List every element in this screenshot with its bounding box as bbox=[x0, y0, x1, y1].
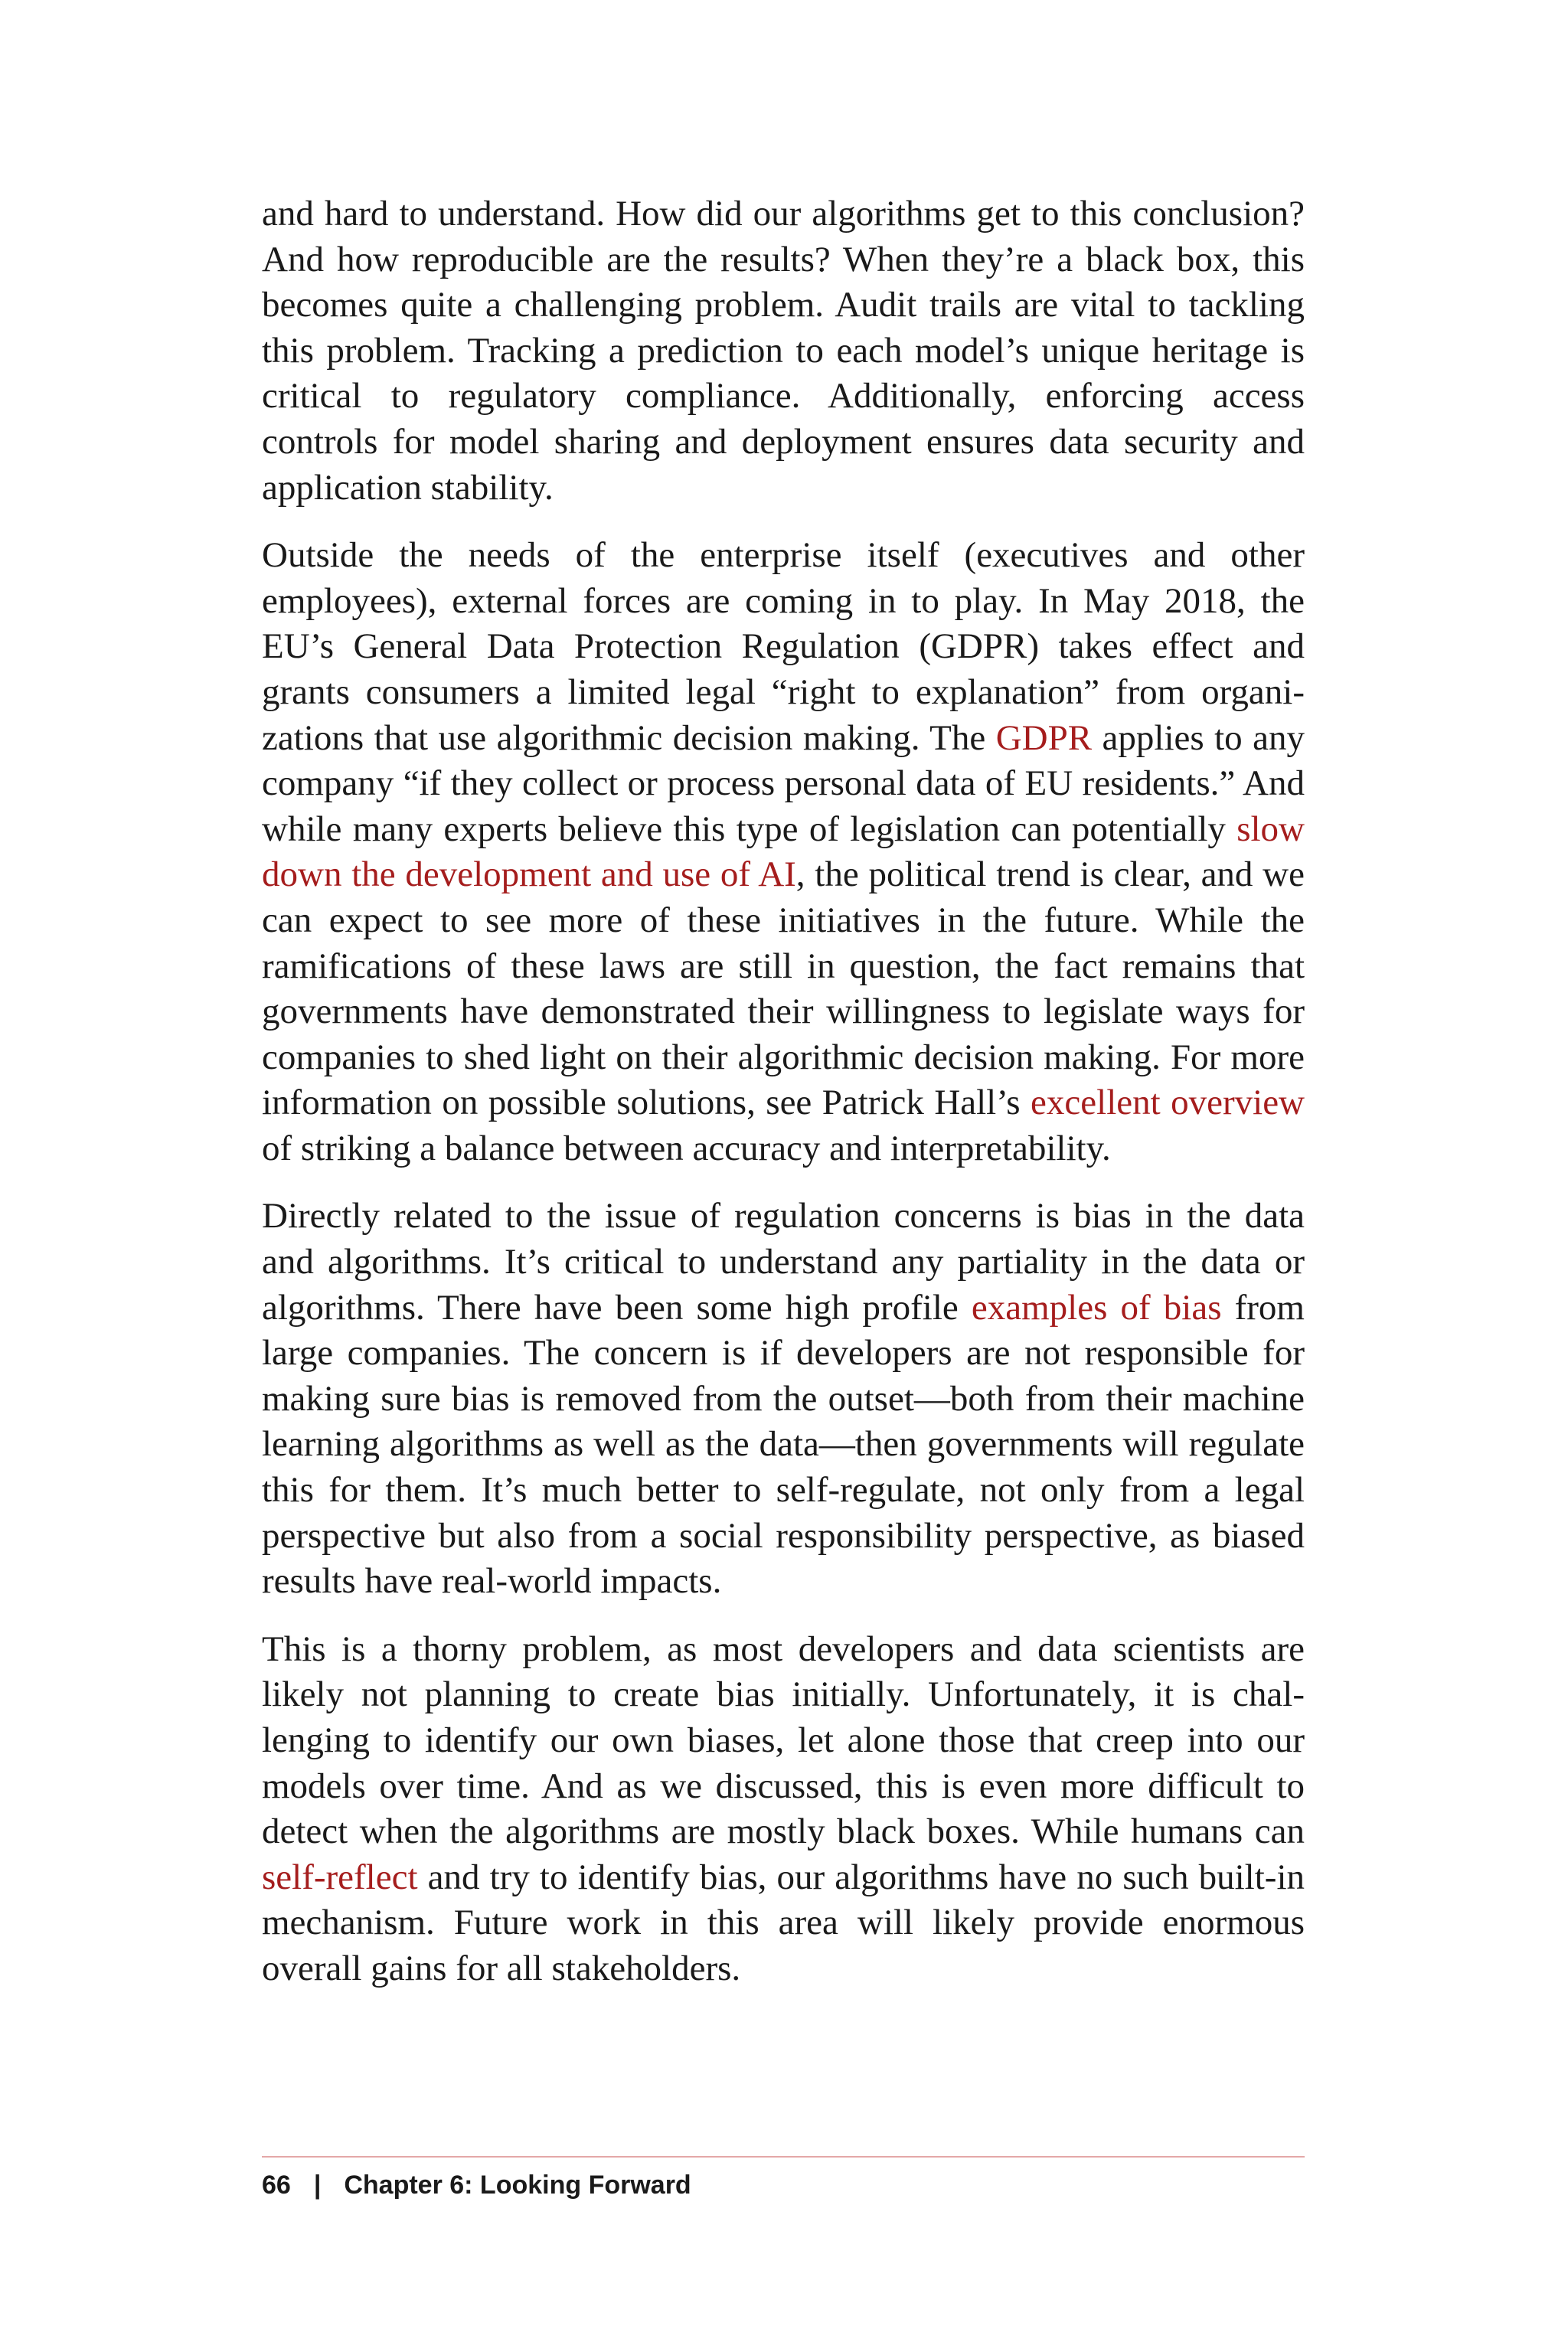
self-reflect-link[interactable]: self-reflect bbox=[262, 1857, 418, 1897]
page-footer bbox=[262, 2168, 691, 2202]
paragraph-2-text-d: of striking a balance between accuracy and interpretability. bbox=[262, 1128, 1111, 1168]
paragraph-1-text: and hard to understand. How did our algorithms get to this conclusion? And how reproducible are the results? When they’re a black box, this becomes quite a challenging problem. Audit trails are vital to tackling this problem. Tracking a prediction to each model’s unique heritage is critical to regulatory compliance. Additionally, enforcing access controls for model sharing and deployment ensures data security and application stability. bbox=[262, 194, 1305, 508]
paragraph-3 bbox=[262, 1194, 1305, 1604]
paragraph-3-text-b: from large companies. The concern is if developers are not responsible for making sure bias is removed from the outset—both from their machine learning algorithms as well as the data—then governments will regulate this for them. It’s much better to self-regulate, not only from a legal perspective but also from a social responsibility perspective, as biased results have real-world impacts. bbox=[262, 1287, 1305, 1602]
paragraph-2-text-a: Outside the needs of the enterprise itself (executives and other employees), external forces are coming in to play. In May 2018, the EU’s General Data Protection Regulation (GDPR) takes effect and grants consumers a limited legal “right to explanation” from organizations that use algorithmic decision making. The bbox=[262, 535, 1305, 758]
paragraph-2-text-c: , the political trend is clear, and we can expect to see more of these initiatives in the future. While the ramifications of these laws are still in question, the fact remains that governments have demonstrated their willingness to legislate ways for companies to shed light on their algorithmic decision making. For more information on possible solutions, see Patrick Hall’s bbox=[262, 854, 1305, 1123]
footer-divider bbox=[262, 2156, 1305, 2158]
paragraph-2 bbox=[262, 533, 1305, 1171]
paragraph-2-text-b: applies to any company “if they collect or process personal data of EU residents.” And while many experts believe this type of legislation can potentially bbox=[262, 717, 1305, 849]
page-number: 66 bbox=[262, 2171, 291, 2200]
page-body bbox=[262, 191, 1305, 2014]
footer-separator: | bbox=[313, 2171, 322, 2200]
paragraph-4-text-b: and try to identify bias, our algorithms have no such built-in mechanism. Future work in this area will likely provide enormous overall gains for all stakeholders. bbox=[262, 1857, 1305, 1988]
excellent-overview-link[interactable]: excellent overview bbox=[1031, 1083, 1305, 1123]
gdpr-link[interactable]: GDPR bbox=[995, 717, 1093, 758]
chapter-title: Chapter 6: Looking Forward bbox=[344, 2171, 691, 2200]
paragraph-1 bbox=[262, 191, 1305, 511]
paragraph-4 bbox=[262, 1627, 1305, 1992]
examples-of-bias-link[interactable]: examples of bias bbox=[971, 1287, 1222, 1328]
slow-down-ai-link[interactable]: slow down the development and use of AI bbox=[262, 808, 1305, 895]
paragraph-4-text-a: This is a thorny problem, as most developers and data scientists are likely not planning to create bias initially. Unfortunately, it is challenging to identify our own biases, let alone those that creep into our models over time. And as we discussed, this is even more difficult to detect when the algorithms are mostly black boxes. While humans can bbox=[262, 1628, 1305, 1852]
paragraph-3-text-a: Directly related to the issue of regulation concerns is bias in the data and algorithms. It’s critical to understand any partiality in the data or algorithms. There have been some high profile bbox=[262, 1196, 1305, 1328]
